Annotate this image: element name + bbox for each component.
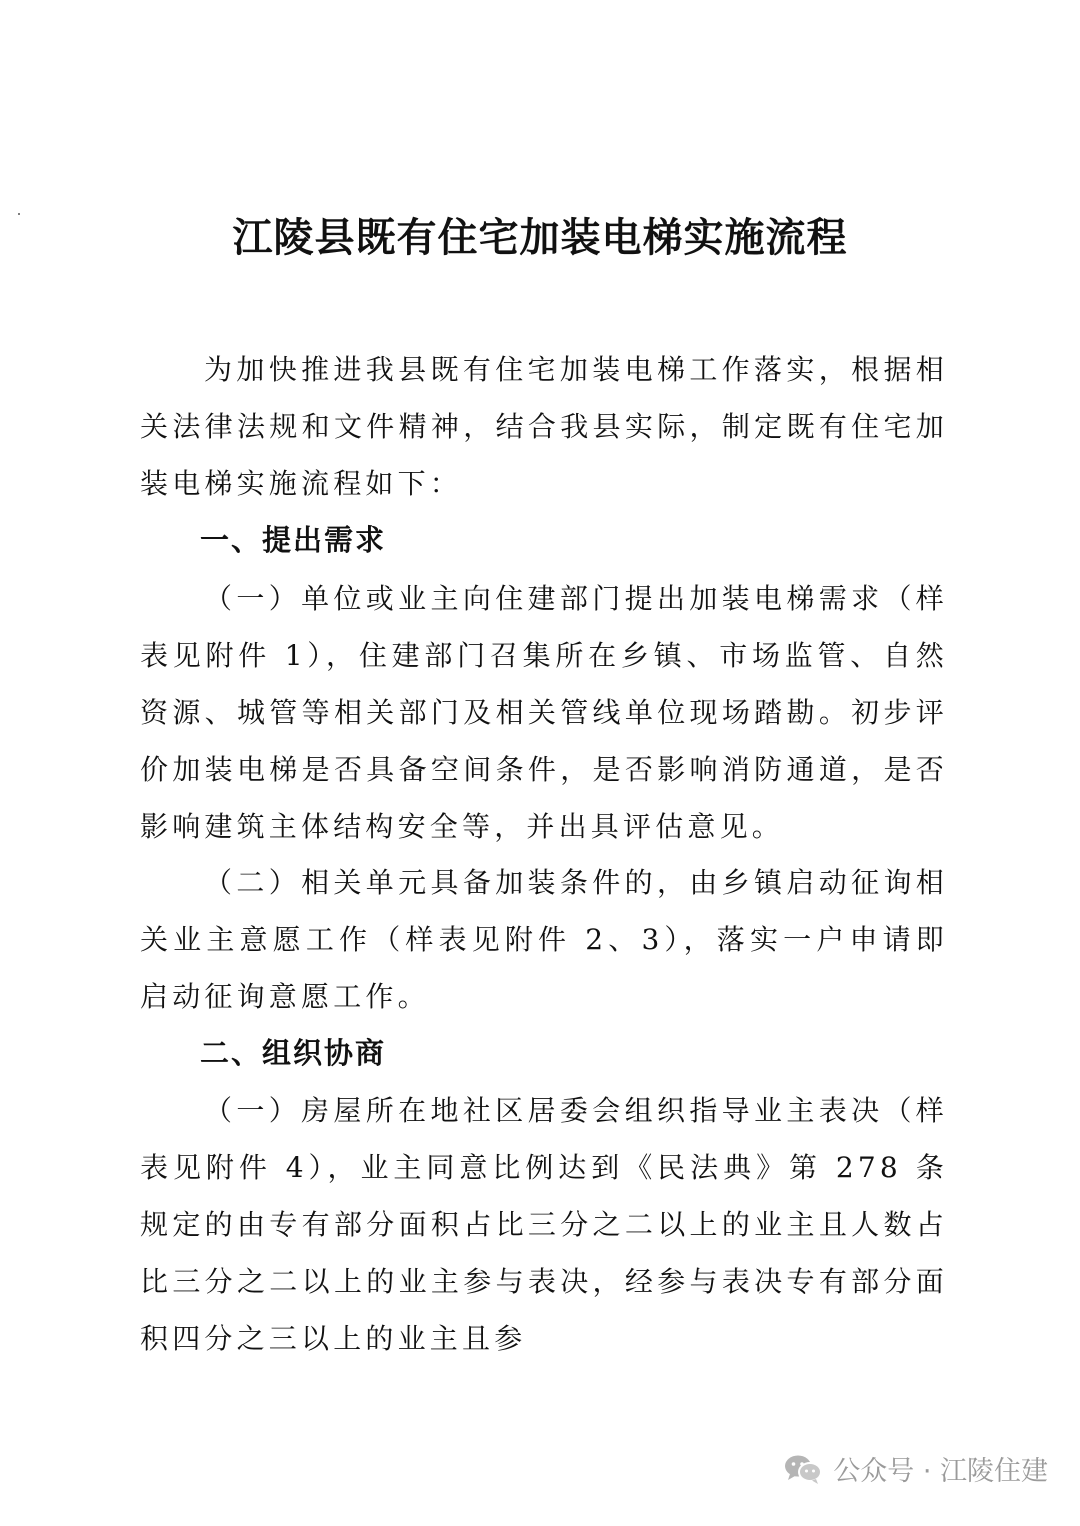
watermark-label: 公众号 · 江陵住建 (833, 1456, 1048, 1487)
wechat-icon (783, 1453, 823, 1485)
section-heading-1: 一、提出需求 (200, 523, 387, 557)
section-1-paragraph-1: （一）单位或业主向住建部门提出加装电梯需求（样表见附件 1），住建部门召集所在乡镇、市场监管、自然资源、城管等相关部门及相关管线单位现场踏勘。初步评价加装电梯是否具备空间条件，是否影响消防通道，是否影响建筑主体结构安全等，并出具评估意见。 (140, 582, 948, 843)
section-2-paragraph-1: （一）房屋所在地社区居委会组织指导业主表决（样表见附件 4），业主同意比例达到《民法典》第 278 条规定的由专有部分面积占比三分之二以上的业主且人数占比三分之二以上的业主参与表决，经参与表决专有部分面积四分之三以上的业主且参 (140, 1094, 948, 1355)
section-1-paragraph-2: （二）相关单元具备加装条件的，由乡镇启动征询相关业主意愿工作（样表见附件 2、3），落实一户申请即启动征询意愿工作。 (140, 866, 948, 1013)
watermark (783, 1449, 1048, 1488)
document-title: 江陵县既有住宅加装电梯实施流程 (232, 215, 848, 261)
intro-paragraph: 为加快推进我县既有住宅加装电梯工作落实，根据相关法律法规和文件精神，结合我县实际，制定既有住宅加装电梯实施流程如下： (140, 353, 948, 500)
section-heading-2: 二、组织协商 (200, 1036, 387, 1070)
